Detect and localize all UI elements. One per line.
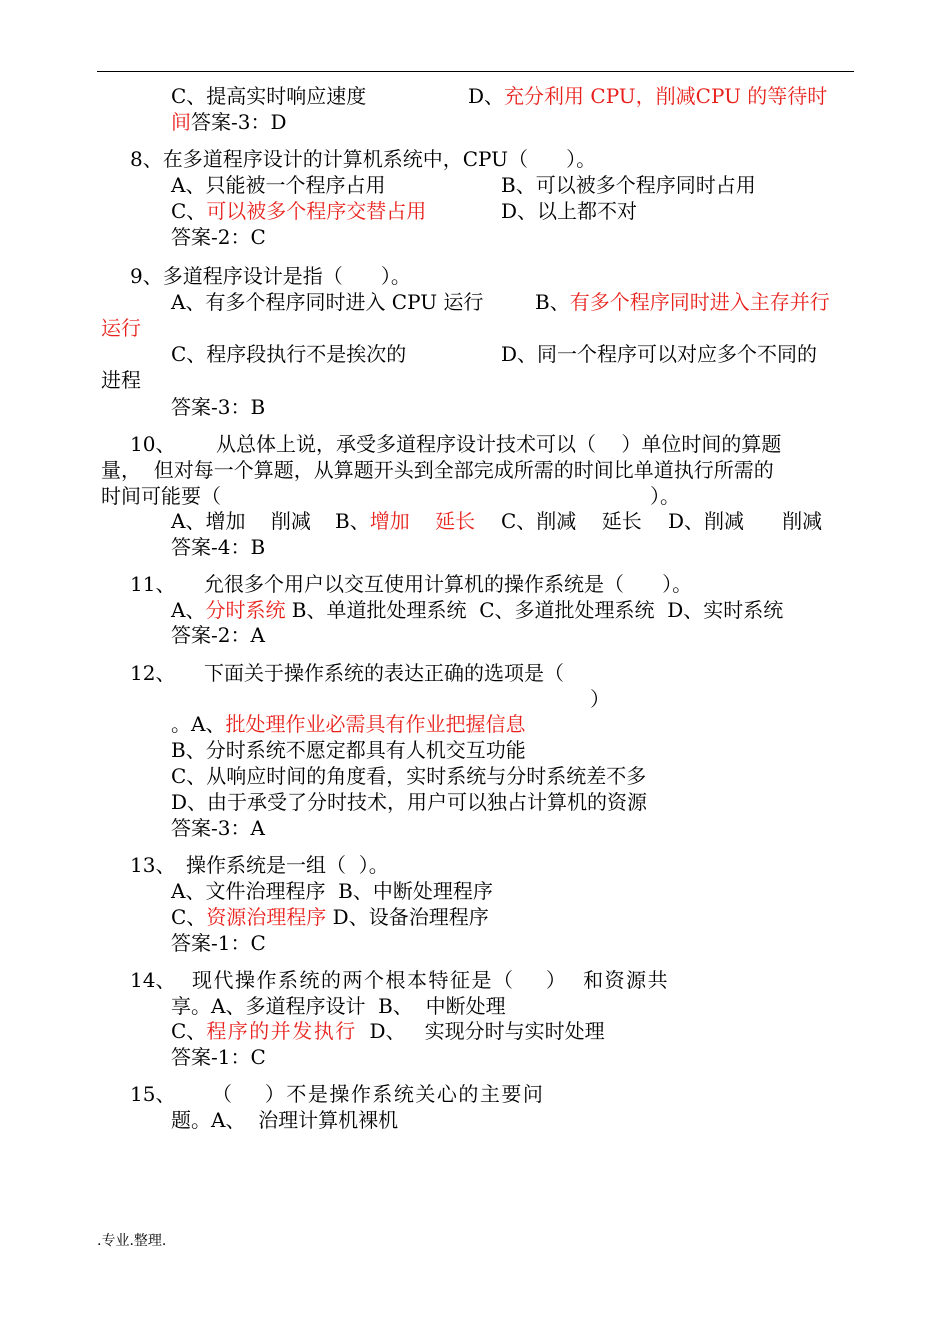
q7-answer: 间答案-3：D: [171, 110, 287, 134]
q12-option-c: C、从响应时间的角度看，实时系统与分时系统差不多: [171, 764, 647, 788]
q8-option-d: D、以上都不对: [501, 199, 638, 223]
q15-option-a: 题。A、 治理计算机裸机: [171, 1108, 399, 1132]
q9-stem: 9、多道程序设计是指（ ）。: [130, 264, 411, 288]
q9-answer: 答案-3：B: [171, 395, 266, 419]
q9-option-b-cont: 运行: [101, 316, 141, 340]
q10-option-d: D、削减 削减: [668, 509, 823, 533]
q8-option-c: C、可以被多个程序交替占用: [171, 199, 427, 223]
q13-stem: 操作系统是一组（ ）。: [186, 853, 389, 877]
q7-option-d: D、充分利用 CPU，削减CPU 的等待时: [468, 84, 828, 108]
q9-option-d-cont: 进程: [101, 368, 141, 392]
header-rule: [97, 71, 854, 72]
q11-number: 11、: [130, 572, 176, 596]
q10-number: 10、: [130, 432, 176, 456]
q13-options-ab: A、文件治理程序 B、中断处理程序: [171, 879, 493, 903]
footer-text: .专业.整理.: [97, 1233, 167, 1249]
q12-answer: 答案-3：A: [171, 816, 265, 840]
q10-option-c: C、削减 延长: [501, 509, 642, 533]
q10-option-a: A、增加 削减: [171, 509, 311, 533]
q8-stem: 8、在多道程序设计的计算机系统中，CPU（ ）。: [130, 147, 597, 171]
q13-answer: 答案-1：C: [171, 931, 266, 955]
q10-answer: 答案-4：B: [171, 535, 266, 559]
q13-number: 13、: [130, 853, 176, 877]
q11-answer: 答案-2：A: [171, 623, 265, 647]
q14-options-cd: C、程序的并发执行 D、 实现分时与实时处理: [171, 1019, 605, 1043]
q12-option-d: D、由于承受了分时技术，用户可以独占计算机的资源: [171, 790, 648, 814]
q7-option-c: C、提高实时响应速度: [171, 84, 367, 108]
q11-stem: 允很多个用户以交互使用计算机的操作系统是（ ）。: [204, 572, 693, 596]
q9-option-a: A、有多个程序同时进入 CPU 运行: [171, 290, 484, 314]
q13-options-cd: C、资源治理程序 D、设备治理程序: [171, 905, 489, 929]
q8-option-a: A、只能被一个程序占用: [171, 173, 386, 197]
q12-stem-end: ）: [590, 687, 610, 711]
q12-option-a: 。A、批处理作业必需具有作业把握信息: [171, 712, 526, 736]
q15-number: 15、: [130, 1082, 176, 1106]
q9-option-c: C、程序段执行不是挨次的: [171, 342, 407, 366]
q12-number: 12、: [130, 661, 176, 685]
q14-stem: 现代操作系统的两个根本特征是（ ） 和资源共: [192, 968, 670, 992]
q10-stem-end: ）。: [650, 484, 680, 508]
q9-option-d: D、同一个程序可以对应多个不同的: [501, 342, 818, 366]
q10-stem-cont: 量， 但对每一个算题，从算题开头到全部完成所需的时间比单道执行所需的: [101, 458, 774, 482]
q14-number: 14、: [130, 968, 176, 992]
q8-answer: 答案-2：C: [171, 225, 266, 249]
q8-option-b: B、可以被多个程序同时占用: [501, 173, 756, 197]
q12-option-b: B、分时系统不愿定都具有人机交互功能: [171, 738, 526, 762]
q14-answer: 答案-1：C: [171, 1045, 266, 1069]
q9-option-b: B、有多个程序同时进入主存并行: [535, 290, 830, 314]
q14-options-ab: 享。A、多道程序设计 B、 中断处理: [171, 994, 506, 1018]
q11-options: A、分时系统 B、单道批处理系统 C、多道批处理系统 D、实时系统: [171, 598, 784, 622]
q12-stem: 下面关于操作系统的表达正确的选项是（: [204, 661, 564, 685]
q15-stem: （ ）不是操作系统关心的主要问: [212, 1082, 545, 1106]
q7-option-d-text: 充分利用 CPU，削减CPU 的等待时: [504, 84, 828, 108]
q10-option-b: B、增加 延长: [335, 509, 476, 533]
q10-stem: 从总体上说，承受多道程序设计技术可以（ ）单位时间的算题: [216, 432, 782, 456]
q10-stem-cont2: 时间可能要（: [101, 484, 221, 508]
